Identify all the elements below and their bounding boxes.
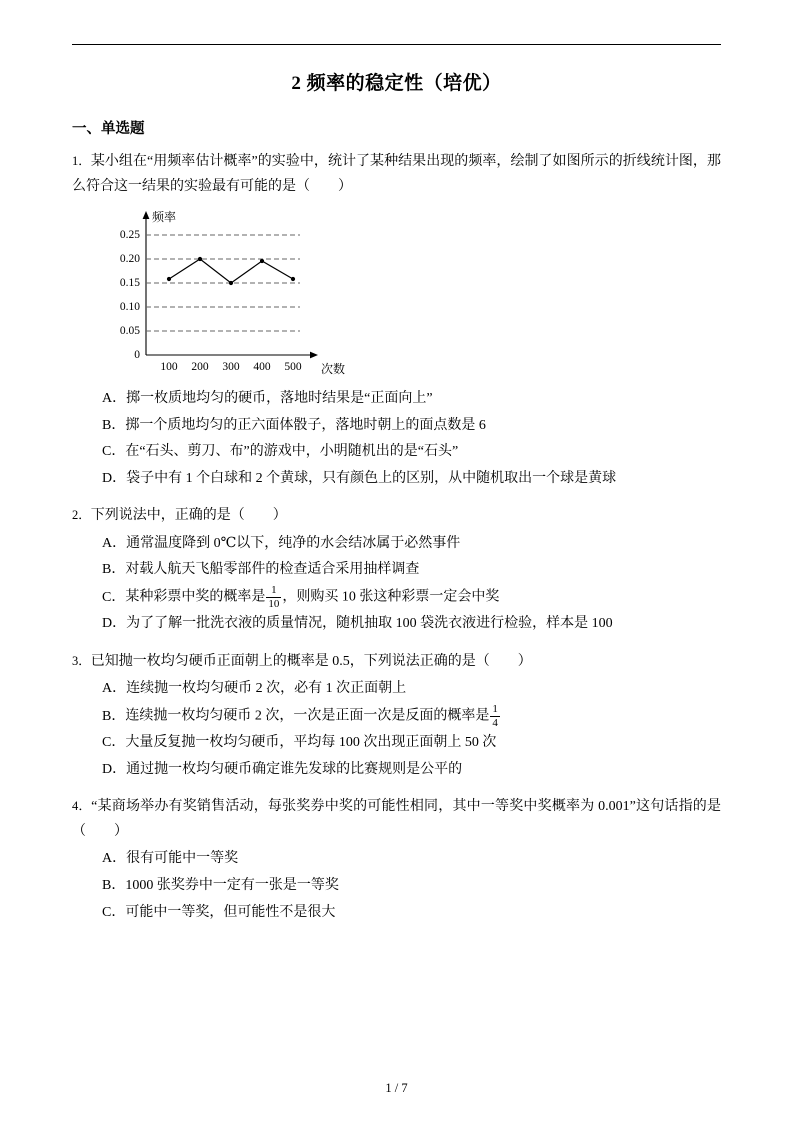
option-4-c-text: 可能中一等奖，但可能性不是很大 (125, 904, 336, 920)
question-1-number: 1． (72, 154, 91, 168)
question-4-options (72, 846, 721, 926)
question-1-options (72, 386, 721, 492)
option-2-d-letter: D． (102, 616, 127, 632)
question-1 (72, 150, 721, 199)
option-1-b-letter: B． (102, 417, 126, 433)
option-1-d[interactable] (72, 466, 721, 493)
option-2-c-text-pre: 某种彩票中奖的概率是 (125, 589, 266, 605)
option-3-a[interactable] (72, 676, 721, 703)
option-3-c-text: 大量反复抛一枚均匀硬币，平均每 100 次出现正面朝上 50 次 (125, 735, 497, 751)
svg-text:200: 200 (191, 361, 209, 373)
option-2-b-letter: B． (102, 562, 126, 578)
question-2-options (72, 531, 721, 638)
question-1-text: 某小组在“用频率估计概率”的实验中，统计了某种结果出现的频率，绘制了如图所示的折线统计图，那么符合这一结果的实验最有可能的是（ ） (72, 154, 721, 194)
svg-text:0.05: 0.05 (119, 325, 140, 337)
option-1-a-letter: A． (102, 391, 127, 406)
option-4-b-letter: B． (102, 877, 126, 893)
frequency-line-chart (90, 207, 420, 382)
option-2-d[interactable] (72, 611, 721, 638)
question-4 (72, 795, 721, 844)
svg-text:0.20: 0.20 (119, 253, 140, 265)
fraction-numerator: 1 (492, 702, 498, 715)
option-2-c[interactable] (72, 584, 721, 611)
option-1-b[interactable] (72, 413, 721, 440)
option-2-b-text: 对载人航天飞船零部件的检查适合采用抽样调查 (125, 562, 420, 578)
question-3-options (72, 676, 721, 783)
option-4-c[interactable] (72, 900, 721, 927)
option-4-b[interactable] (72, 873, 721, 900)
option-3-d-letter: D． (102, 761, 127, 777)
option-2-d-text: 为了了解一批洗衣液的质量情况，随机抽取 100 袋洗衣液进行检验，样本是 100 (126, 616, 613, 632)
svg-text:0.10: 0.10 (119, 301, 140, 313)
option-3-d-text: 通过抛一枚均匀硬币确定谁先发球的比赛规则是公平的 (126, 761, 463, 777)
option-1-c[interactable] (72, 439, 721, 466)
option-1-d-text: 袋子中有 1 个白球和 2 个黄球，只有颜色上的区别，从中随机取出一个球是黄球 (126, 470, 617, 486)
svg-text:100: 100 (160, 361, 178, 373)
option-4-a-letter: A． (102, 851, 127, 867)
fraction-denominator: 4 (492, 716, 498, 729)
fraction-one-fourth (490, 703, 500, 729)
option-3-a-letter: A． (102, 681, 127, 697)
svg-text:0: 0 (134, 349, 140, 361)
svg-text:频率: 频率 (152, 210, 177, 224)
svg-text:400: 400 (253, 361, 271, 373)
option-3-b[interactable] (72, 703, 721, 730)
option-2-a-text: 通常温度降到 0℃以下，纯净的水会结冰属于必然事件 (126, 535, 461, 551)
question-3-text: 已知抛一枚均匀硬币正面朝上的概率是 0.5，下列说法正确的是（ ） (90, 653, 532, 669)
option-2-a[interactable] (72, 531, 721, 558)
option-3-d[interactable] (72, 757, 721, 784)
fraction-denominator: 10 (268, 597, 280, 610)
svg-text:300: 300 (222, 361, 240, 373)
fraction-numerator: 1 (266, 584, 281, 598)
option-4-a-text: 很有可能中一等奖 (126, 851, 239, 867)
section-heading: 一、单选题 (72, 121, 145, 137)
option-2-a-letter: A． (102, 535, 127, 551)
header-divider (72, 44, 721, 45)
svg-text:0.25: 0.25 (119, 229, 140, 241)
option-3-b-letter: B． (102, 708, 126, 724)
option-3-c[interactable] (72, 730, 721, 757)
option-1-b-text: 掷一个质地均匀的正六面体骰子，落地时朝上的面点数是 6 (125, 417, 486, 433)
question-3 (72, 650, 721, 675)
option-1-d-letter: D． (102, 470, 127, 486)
svg-text:500: 500 (284, 361, 302, 373)
option-2-b[interactable] (72, 557, 721, 584)
option-3-b-text-pre: 连续抛一枚均匀硬币 2 次，一次是正面一次是反面的概率是 (125, 708, 490, 724)
svg-text:次数: 次数 (321, 362, 346, 376)
option-1-c-text: 在“石头、剪刀、布”的游戏中，小明随机出的是“石头” (125, 444, 459, 460)
page-footer: 1 / 7 (385, 1081, 408, 1095)
question-3-number: 3． (72, 653, 91, 668)
option-2-c-text-post: ，则购买 10 张这种彩票一定会中奖 (282, 589, 500, 605)
option-1-c-letter: C． (102, 444, 126, 460)
question-4-text: “某商场举办有奖销售活动，每张奖券中奖的可能性相同，其中一等奖中奖概率为 0.001”这句话指的是（ ） (72, 799, 721, 839)
question-4-number: 4． (72, 799, 92, 814)
question-2 (72, 504, 721, 529)
fraction-one-tenth (266, 584, 281, 610)
question-2-text: 下列说法中，正确的是（ ） (90, 508, 287, 524)
option-1-a-text: 掷一枚质地均匀的硬币，落地时结果是“正面向上” (126, 391, 433, 406)
page-title: 2 频率的稳定性（培优） (291, 73, 502, 94)
option-4-c-letter: C． (102, 904, 126, 920)
option-4-b-text: 1000 张奖券中一定有一张是一等奖 (125, 877, 339, 893)
option-4-a[interactable] (72, 846, 721, 873)
option-3-c-letter: C． (102, 735, 126, 751)
option-1-a[interactable] (72, 386, 721, 413)
option-2-c-letter: C． (102, 589, 126, 605)
svg-text:0.15: 0.15 (119, 277, 140, 289)
question-2-number: 2． (72, 508, 91, 523)
option-3-a-text: 连续抛一枚均匀硬币 2 次，必有 1 次正面朝上 (126, 681, 407, 697)
